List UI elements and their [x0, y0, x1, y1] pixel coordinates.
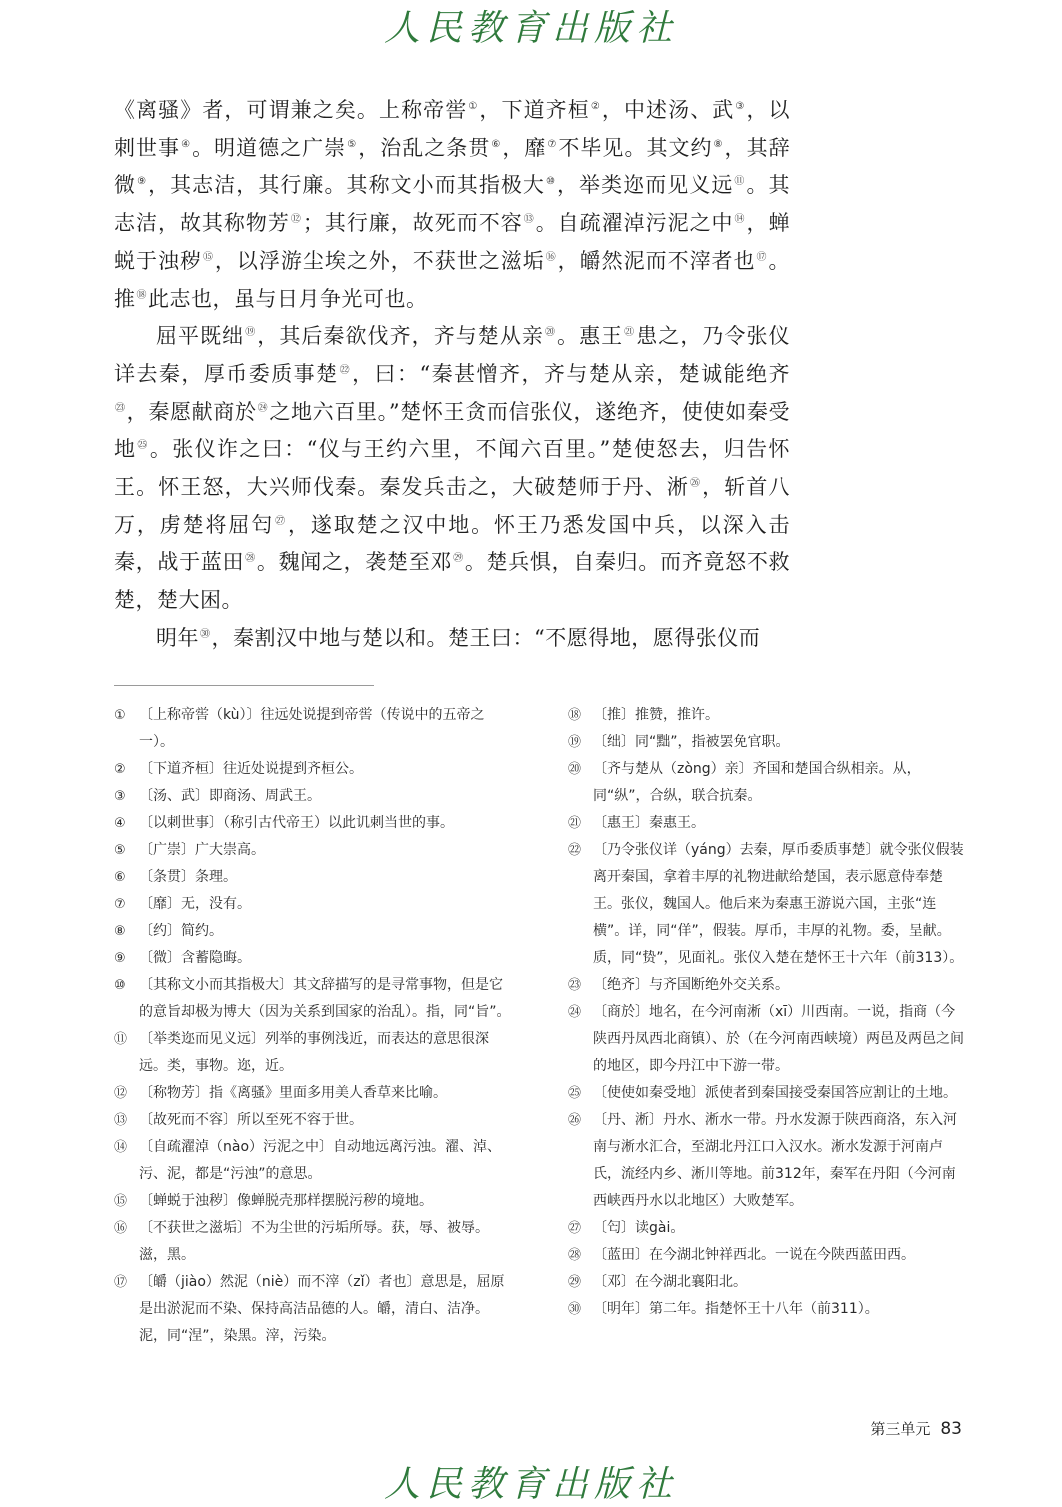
footnote-divider [114, 685, 374, 686]
footnote-marker[interactable]: ⑭ [734, 214, 746, 226]
footnote-number: ⑥ [114, 870, 126, 885]
footnote-text: 〔故死而不容〕所以至死不容于世。 [139, 1112, 363, 1128]
text-segment: 不毕见。其文约 [558, 135, 713, 160]
footnote-marker[interactable]: ㉓ [115, 402, 126, 414]
text-paragraph [114, 318, 790, 620]
footnote-number: ㉙ [568, 1275, 582, 1290]
text-segment: 。其志洁，故其称物芳 [114, 173, 791, 236]
text-segment: 此志也，虽与日月争光可也。 [148, 286, 428, 311]
footnote-item [568, 1296, 966, 1323]
footnote-marker[interactable]: ⑩ [545, 176, 556, 188]
footnote-number: ⑨ [114, 951, 126, 966]
text-segment: 。楚兵惧，自秦归。而齐竟怒不救楚，楚大困。 [114, 550, 791, 613]
footnote-marker[interactable]: ⑰ [756, 251, 768, 263]
footnote-text: 〔以刺世事〕（称引古代帝王）以此讥刺当世的事。 [139, 815, 454, 831]
footnote-text: 〔不获世之滋垢〕不为尘世的污垢所辱。获，辱、被辱。滋，黑。 [139, 1220, 489, 1263]
footnote-text: 〔广崇〕广大崇高。 [139, 842, 265, 858]
footnote-number: ⑧ [114, 924, 126, 939]
footnote-item [568, 972, 966, 999]
footnote-marker[interactable]: ㉑ [624, 327, 636, 339]
footnote-item [114, 891, 516, 918]
footnote-marker[interactable]: ③ [735, 101, 746, 112]
footnote-item [114, 1080, 516, 1107]
footnote-number: ⑬ [114, 1113, 128, 1128]
footnote-text: 〔微〕含蓄隐晦。 [139, 950, 251, 966]
footnote-number: ⑳ [568, 762, 582, 777]
text-segment: 患之，乃令张仪详去秦，厚币委质事楚 [114, 324, 791, 386]
footnote-text: 〔称物芳〕指《离骚》里面多用美人香草来比喻。 [139, 1085, 447, 1101]
unit-label: 第三单元 [870, 1420, 931, 1438]
footnote-text: 〔丹、淅〕丹水、淅水一带。丹水发源于陕西商洛，东入河南与淅水汇合，至湖北丹江口入汉水。淅水发源于河南卢氏，流经内乡、淅川等地。前312年，秦军在丹阳（今河南西峡西丹水以北地区）大败楚军。 [593, 1112, 957, 1209]
footnote-number: ㉚ [568, 1302, 582, 1317]
footnote-marker[interactable]: ⑱ [136, 289, 147, 301]
text-segment: ，其志洁，其行廉。其称文小而其指极大 [148, 173, 545, 198]
footnote-item [114, 1134, 516, 1188]
text-segment: ，曰：“秦甚憎齐，齐与楚从亲，楚诚能绝齐 [352, 361, 791, 386]
text-segment: 明年 [156, 625, 199, 650]
footnote-text: 〔条贯〕条理。 [139, 869, 237, 885]
footnote-text: 〔其称文小而其指极大〕其文辞描写的是寻常事物，但是它的意旨却极为博大（因为关系到国家的治乱）。指，同“旨”。 [139, 977, 511, 1020]
footnote-text: 〔举类迩而见义远〕列举的事例浅近，而表达的意思很深远。类，事物。迩，近。 [139, 1031, 489, 1074]
footnote-text: 〔齐与楚从（zòng）亲〕齐国和楚国合纵相亲。从，同“纵”，合纵，联合抗秦。 [593, 761, 921, 804]
text-paragraph [114, 92, 790, 318]
footnote-number: ⑯ [114, 1221, 128, 1236]
footnote-text: 〔邓〕在今湖北襄阳北。 [593, 1274, 747, 1290]
text-segment: ，皭然泥而不滓者也 [557, 248, 756, 273]
footnote-marker[interactable]: ⑫ [290, 214, 302, 226]
footnote-item [568, 1107, 966, 1215]
footnote-item [114, 783, 516, 810]
text-segment: ，遂取楚之汉中地。怀王乃悉发国中兵，以深入击秦，战于蓝田 [114, 512, 791, 575]
footnote-number: ③ [114, 789, 126, 804]
footnote-marker[interactable]: ⑯ [545, 251, 557, 263]
publisher-logo-bottom: 人民教育出版社 [383, 1464, 678, 1505]
text-segment: ，以浮游尘埃之外，不获世之滋垢 [214, 248, 545, 273]
footnote-marker[interactable]: ㉗ [275, 515, 288, 527]
footnote-marker[interactable]: ㉕ [137, 440, 149, 452]
footnote-item [114, 918, 516, 945]
publisher-logo-top: 人民教育出版社 [383, 8, 678, 49]
footnote-text: 〔推〕推赞，推许。 [593, 707, 719, 723]
footnote-item [568, 729, 966, 756]
text-segment: ，以刺世事 [114, 98, 791, 160]
footnote-number: ㉖ [568, 1113, 582, 1128]
footnote-text: 〔商於〕地名，在今河南淅（xī）川西南。一说，指商（今陕西丹凤西北商镇）、於（在今河南西峡境）两邑及两邑之间的地区，即今丹江中下游一带。 [593, 1004, 964, 1074]
footnote-number: ㉒ [568, 843, 582, 858]
footnote-marker[interactable]: ② [590, 101, 601, 112]
footnote-item [114, 702, 516, 756]
footnote-number: ㉓ [568, 978, 582, 993]
footnote-item [568, 756, 966, 810]
footnote-marker[interactable]: ⑧ [713, 138, 724, 150]
footnote-item [114, 945, 516, 972]
footnote-number: ⑱ [568, 708, 582, 723]
footnotes-right-column [568, 702, 966, 1323]
text-segment: ，其辞微 [114, 135, 791, 198]
text-segment: ，秦割汉中地与楚以和。楚王曰：“不愿得地，愿得张仪而 [211, 625, 761, 650]
footnote-number: ⑫ [114, 1086, 128, 1101]
footnote-marker[interactable]: ⑳ [544, 327, 557, 339]
footnote-number: ㉔ [568, 1005, 582, 1020]
footnote-text: 〔使使如秦受地〕派使者到秦国接受秦国答应割让的土地。 [593, 1085, 957, 1101]
page-footer [800, 1418, 962, 1439]
footnote-item [568, 1080, 966, 1107]
footnote-item [114, 1269, 516, 1350]
footnote-marker[interactable]: ㉙ [453, 553, 464, 565]
footnote-number: ⑮ [114, 1194, 128, 1209]
text-segment: 之地六百里。”楚怀王贪而信张仪，遂绝齐，使使如秦受地 [114, 399, 791, 462]
text-segment: ，下道齐桓 [479, 98, 590, 122]
text-segment: 《离骚》者，可谓兼之矣。上称帝喾 [114, 98, 468, 122]
footnote-text: 〔绌〕同“黜”，指被罢免官职。 [593, 734, 790, 750]
text-segment: 。自疏濯淖污泥之中 [535, 211, 734, 236]
footnote-number: ⑤ [114, 843, 126, 858]
page-number: 83 [940, 1419, 962, 1439]
footnote-item [114, 1026, 516, 1080]
text-segment: ；其行廉，故死而不容 [302, 211, 523, 236]
footnote-marker[interactable]: ㉖ [690, 478, 702, 490]
text-segment: ，治乱之条贯 [358, 135, 491, 160]
main-text [114, 92, 790, 658]
footnote-number: ⑦ [114, 897, 126, 912]
footnote-marker[interactable]: ⑬ [523, 214, 535, 226]
text-segment: ，其后秦欲伐齐，齐与楚从亲 [257, 324, 544, 349]
footnote-number: ④ [114, 816, 126, 831]
footnote-text: 〔乃令张仪详（yáng）去秦，厚币委质事楚〕就令张仪假装离开秦国，拿着丰厚的礼物进献给楚国，表示愿意侍奉楚王。张仪，魏国人。他后来为秦惠王游说六国，主张“连横”。详，同“佯”，假装。厚币，丰厚的礼物。委，呈献。质，同“贽”，见面礼。张仪入楚在楚怀王十六年（前313）。 [593, 842, 964, 966]
footnote-text: 〔上称帝喾（kù）〕往远处说提到帝喾（传说中的五帝之一）。 [139, 707, 485, 750]
footnote-marker[interactable]: ⑲ [245, 327, 257, 339]
footnote-marker[interactable]: ⑦ [547, 138, 558, 150]
footnote-item [568, 810, 966, 837]
footnote-text: 〔皭（jiào）然泥（niè）而不滓（zǐ）者也〕意思是，屈原是出淤泥而不染、保持高洁品德的人。皭，清白、洁净。泥，同“涅”，染黑。滓，污染。 [139, 1274, 505, 1344]
footnote-item [114, 1188, 516, 1215]
text-segment: 。推 [114, 248, 791, 311]
footnote-number: ⑩ [114, 978, 126, 993]
footnote-item [114, 756, 516, 783]
text-segment: ，靡 [502, 135, 547, 160]
footnote-text: 〔汤、武〕即商汤、周武王。 [139, 788, 321, 804]
footnote-item [114, 972, 516, 1026]
footnote-item [568, 999, 966, 1080]
footnote-item [568, 1215, 966, 1242]
text-segment: 。张仪诈之曰：“仪与王约六里，不闻六百里。”楚使怒去，归告怀王。怀王怒，大兴师伐秦。秦发兵击之，大破楚师于丹、淅 [114, 437, 790, 500]
footnote-text: 〔自疏濯淖（nào）污泥之中〕自动地远离污浊。濯、淖、污、泥，都是“污浊”的意思。 [139, 1139, 502, 1182]
footnote-item [568, 1269, 966, 1296]
footnote-marker[interactable]: ⑥ [491, 138, 502, 150]
text-segment: ，秦愿献商於 [126, 399, 257, 424]
footnote-marker[interactable]: ⑤ [347, 138, 358, 150]
footnote-item [114, 1215, 516, 1269]
footnote-number: ② [114, 762, 126, 777]
text-segment: ，举类迩而见义远 [557, 173, 734, 198]
footnote-item [568, 837, 966, 972]
footnote-number: ㉘ [568, 1248, 582, 1263]
footnote-marker[interactable]: ⑪ [734, 176, 746, 188]
footnote-text: 〔下道齐桓〕往近处说提到齐桓公。 [139, 761, 363, 777]
text-segment: ，中述汤、武 [601, 98, 735, 122]
footnote-item [114, 810, 516, 837]
footnote-item [568, 702, 966, 729]
footnotes-left-column [114, 702, 516, 1350]
text-segment: 。魏闻之，袭楚至邓 [256, 550, 453, 575]
footnote-number: ⑰ [114, 1275, 128, 1290]
footnote-item [114, 864, 516, 891]
footnote-number: ㉕ [568, 1086, 582, 1101]
footnote-number: ㉗ [568, 1221, 582, 1236]
text-segment: 屈平既绌 [156, 324, 245, 349]
footnote-marker[interactable]: ① [468, 101, 479, 112]
footnote-number: ⑭ [114, 1140, 128, 1155]
footnote-text: 〔靡〕无，没有。 [139, 896, 251, 912]
text-segment: ，斩首八万，虏楚将屈匄 [114, 475, 791, 537]
footnote-number: ⑲ [568, 735, 582, 750]
footnote-marker[interactable]: ㉘ [245, 553, 256, 565]
footnote-marker[interactable]: ㉚ [200, 628, 211, 640]
footnote-text: 〔绝齐〕与齐国断绝外交关系。 [593, 977, 789, 993]
footnote-marker[interactable]: ㉒ [339, 364, 352, 376]
footnote-text: 〔惠王〕秦惠王。 [593, 815, 705, 831]
footnote-item [114, 1107, 516, 1134]
footnote-text: 〔匄〕读gài。 [593, 1220, 685, 1236]
footnote-text: 〔明年〕第二年。指楚怀王十八年（前311）。 [593, 1301, 879, 1317]
footnote-text: 〔约〕简约。 [139, 923, 223, 939]
footnote-item [114, 837, 516, 864]
footnote-marker[interactable]: ④ [181, 138, 192, 150]
footnote-marker[interactable]: ⑮ [202, 251, 214, 263]
footnote-text: 〔蝉蜕于浊秽〕像蝉脱壳那样摆脱污秽的境地。 [139, 1193, 433, 1209]
footnote-number: ① [114, 708, 126, 723]
text-paragraph [114, 620, 790, 658]
text-segment: 。明道德之广崇 [192, 135, 347, 160]
footnote-number: ⑪ [114, 1032, 128, 1047]
text-segment: 。惠王 [557, 324, 624, 349]
text-segment: ，蝉蜕于浊秽 [114, 211, 791, 273]
footnote-item [568, 1242, 966, 1269]
footnote-marker[interactable]: ⑨ [137, 176, 148, 188]
footnote-number: ㉑ [568, 816, 582, 831]
footnote-text: 〔蓝田〕在今湖北钟祥西北。一说在今陕西蓝田西。 [593, 1247, 915, 1263]
footnote-marker[interactable]: ㉔ [257, 402, 269, 414]
